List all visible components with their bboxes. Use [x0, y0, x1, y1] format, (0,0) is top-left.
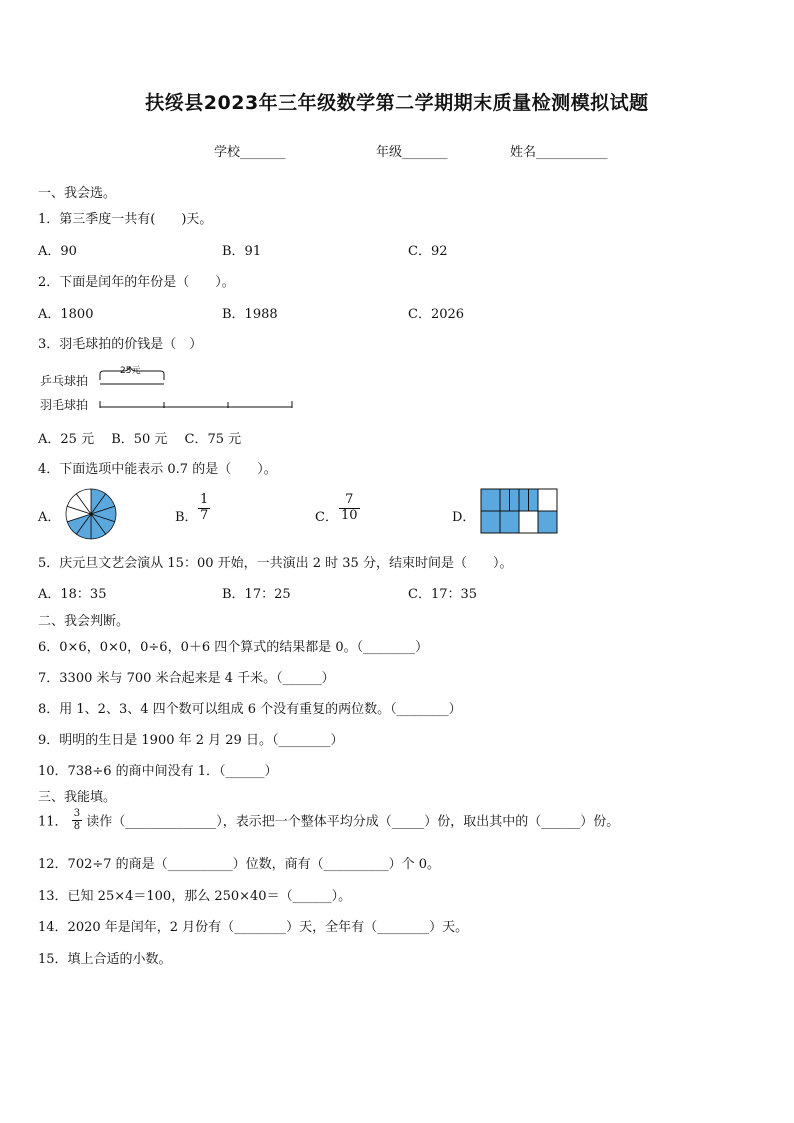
question-10: 10．738÷6 的商中间没有 1．（______）: [38, 764, 278, 779]
q5-option-a[interactable]: A．18：35: [38, 587, 107, 602]
price-label: 25元: [120, 366, 141, 376]
segment-lines: [38, 360, 298, 412]
q2-option-a[interactable]: A．1800: [38, 307, 94, 322]
grid-cell: [538, 511, 557, 533]
grid-cell: [519, 511, 538, 533]
question-6: 6．0×6，0×0，0÷6，0＋6 四个算式的结果都是 0。（________）: [38, 640, 429, 655]
q5-option-c[interactable]: C．17：35: [408, 587, 478, 602]
question-1: 1．第三季度一共有( )天。: [38, 212, 213, 227]
question-14: 14．2020 年是闰年，2 月份有（________）天，全年有（________）天。: [38, 920, 469, 935]
question-12: 12．702÷7 的商是（__________）位数，商有（__________）个 0。: [38, 857, 441, 872]
q2-option-c[interactable]: C．2026: [408, 307, 465, 322]
q5-option-b[interactable]: B．17：25: [222, 587, 291, 602]
fraction-numerator: 1: [200, 492, 209, 507]
grid-cell: [538, 489, 557, 511]
question-number: 11．: [38, 814, 68, 830]
q4-option-c-fraction: [339, 493, 360, 524]
grid-cell: [500, 511, 519, 533]
q1-option-a[interactable]: A．90: [38, 244, 77, 259]
school-field[interactable]: 学校_______: [214, 145, 286, 160]
grid-cell: [481, 511, 500, 533]
q4-grid-figure[interactable]: [480, 488, 558, 534]
q4-option-b-label[interactable]: B．: [175, 510, 198, 525]
question-4: 4．下面选项中能表示 0.7 的是（ ）。: [38, 462, 277, 477]
q2-option-b[interactable]: B．1988: [222, 307, 278, 322]
question-11: [38, 808, 619, 832]
question-3: 3．羽毛球拍的价钱是（ ）: [38, 337, 203, 352]
section-heading-choice: 一、我会选。: [38, 186, 117, 201]
question-13: 13．已知 25×4＝100，那么 250×40＝（______）。: [38, 889, 352, 904]
q3-options[interactable]: A．25 元 B．50 元 C．75 元: [38, 432, 242, 447]
badminton-label: 羽毛球拍: [40, 398, 89, 412]
q3-segment-diagram: [38, 360, 298, 412]
question-2: 2．下面是闰年的年份是（ ）。: [38, 275, 235, 290]
grid-cell: [481, 489, 500, 511]
q1-option-c[interactable]: C．92: [408, 244, 448, 259]
question-9: 9．明明的生日是 1900 年 2 月 29 日。（________）: [38, 733, 344, 748]
q4-option-b-fraction: [198, 493, 210, 524]
question-15: 15．填上合适的小数。: [38, 952, 172, 967]
q4-option-a-label[interactable]: A．: [38, 510, 61, 525]
question-8: 8．用 1、2、3、4 四个数可以组成 6 个没有重复的两位数。（________）: [38, 702, 462, 717]
fraction-numerator: 7: [339, 493, 360, 509]
fraction-denominator: 8: [73, 820, 81, 832]
fraction-denominator: 10: [341, 507, 358, 523]
fraction-numerator: 3: [73, 808, 81, 819]
q11-fraction: [72, 808, 82, 832]
section-heading-fill: 三、我能填。: [38, 790, 117, 805]
question-7: 7．3300 米与 700 米合起来是 4 千米。（______）: [38, 671, 335, 686]
pingpong-label: 乒乓球拍: [40, 374, 89, 388]
q1-option-b[interactable]: B．91: [222, 244, 262, 259]
q4-pie-figure[interactable]: [64, 487, 118, 541]
q11-text: 读作（______________），表示把一个整体平均分成（_____）份，取出其中的（______）份。: [86, 814, 620, 830]
grade-field[interactable]: 年级_______: [376, 145, 448, 160]
q4-option-d-label[interactable]: D．: [452, 510, 476, 525]
question-5: 5．庆元旦文艺会演从 15：00 开始，一共演出 2 时 35 分，结束时间是（ ）。: [38, 556, 513, 571]
name-field[interactable]: 姓名___________: [510, 145, 608, 160]
page-title: 扶绥县2023年三年级数学第二学期期末质量检测模拟试题: [145, 92, 649, 114]
section-heading-judge: 二、我会判断。: [38, 614, 130, 629]
fraction-denominator: 7: [200, 507, 209, 523]
q4-option-c-label[interactable]: C．: [315, 510, 338, 525]
